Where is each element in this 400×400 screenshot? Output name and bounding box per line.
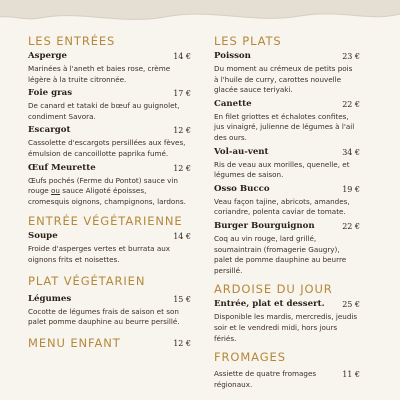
item-description: Ris de veau aux morilles, quenelle, et légumes de saison. [214,159,350,180]
item-description: Du moment au crémeux de petits pois à l'huile de curry, carottes nouvelle glacée sauce teriyaki. [214,64,353,95]
item-price: 14 € [173,232,191,242]
menu-item-fromages [214,369,360,390]
item-price: 14 € [173,52,191,61]
menu-item-canette [214,99,360,144]
item-price: 23 € [342,52,360,61]
section-ardoise-du-jour [214,282,360,344]
item-name: Œuf Meurette [28,162,96,173]
item-description: Veau façon tajine, abricots, amandes, coriandre, polenta caviar de tomate. [214,196,350,217]
item-name: Canette [214,98,252,109]
item-name: Asperge [28,51,67,61]
section-title: LES ENTRÉES [28,34,116,48]
menu-item-oeuf-meurette [28,163,191,208]
desc-line: sauce vin rouge [28,175,178,196]
menu-item-escargot [28,125,191,159]
section-title: ARDOISE DU JOUR [214,282,333,297]
section-title: MENU ENFANT [28,335,121,350]
item-name: Vol-au-vent [214,146,269,157]
item-price: 25 € [342,300,360,310]
section-plat-vegetarien [28,274,191,328]
section-title: ENTRÉE VÉGÉTARIENNE [28,214,183,229]
menu-item-burger-bourguignon [214,221,360,276]
menu-item-asperge [28,51,191,85]
item-price: 22 € [342,99,360,109]
item-description [28,176,191,208]
item-description: Froide d'asperges vertes et burrata aux oignons frits et noisettes. [28,244,171,264]
item-price: 15 € [173,294,191,304]
item-price: 34 € [342,147,360,157]
menu-item-foie-gras [28,88,191,122]
item-price: 19 € [342,184,360,194]
section-title: FROMAGES [214,350,286,365]
section-menu-enfant [28,336,191,350]
left-column [28,34,191,350]
item-name: Légumes [28,293,72,304]
right-column [214,34,360,390]
section-entrees [28,34,191,207]
item-description: Coq au vin rouge, lard grillé, soumaintrain (fromagerie Gaugry), palet de pomme dauphine au beurre persillé. [214,233,347,275]
item-description: En filet griottes et échalotes confites, jus vinaigré, julienne de légumes à l'ail des ours. [214,111,355,142]
menu-item-soupe [28,231,191,265]
item-description: Marinées à l'aneth et baies rose, crème légère à la truite citronnée. [28,64,171,84]
item-price: 17 € [173,89,191,99]
desc-line: Œufs pochés (Ferme du Pontot) [28,175,142,185]
section-plats [214,34,360,276]
item-description: Cocotte de légumes frais de saison et son palet pomme dauphine au beurre persillé. [28,306,180,327]
item-description: Assiette de quatre fromages régionaux. [214,369,317,389]
section-title: LES PLATS [214,34,282,48]
item-description: Disponible les mardis, mercredis, jeudis soir et le vendredi midi, hors jours fériés. [214,312,358,343]
item-price: 12 € [173,338,191,348]
item-price: 12 € [173,163,191,173]
menu-item-poisson [214,51,360,96]
desc-or: ou [51,186,60,196]
section-title: PLAT VÉGÉTARIEN [28,273,146,288]
section-entree-vegetarienne [28,214,191,265]
item-name: Escargot [28,125,71,136]
item-name: Osso Bucco [214,183,270,194]
item-name: Entrée, plat et dessert. [214,299,325,310]
item-price: 12 € [173,126,191,136]
item-name: Soupe [28,231,58,242]
menu-item-legumes [28,294,191,328]
item-name: Burger Bourguignon [214,220,315,231]
menu-item-osso-bucco [214,184,360,218]
item-description: De canard et tataki de bœuf au guignolet, condiment Savora. [28,101,180,121]
desc-line: sauce Aligoté époisses, cromesquis oignons, champignons, lardons. [28,186,186,206]
torn-paper-edge [0,0,400,30]
item-name: Poisson [214,51,251,61]
item-price: 22 € [342,221,360,231]
item-name: Foie gras [28,88,73,99]
item-description: Cassolette d'escargots persillées aux fèves, émulsion de cancoillotte paprika fumé. [28,138,186,158]
item-price: 11 € [342,370,360,380]
section-fromages [214,350,360,390]
menu-item-vol-au-vent [214,147,360,181]
menu-item-ardoise [214,299,360,344]
